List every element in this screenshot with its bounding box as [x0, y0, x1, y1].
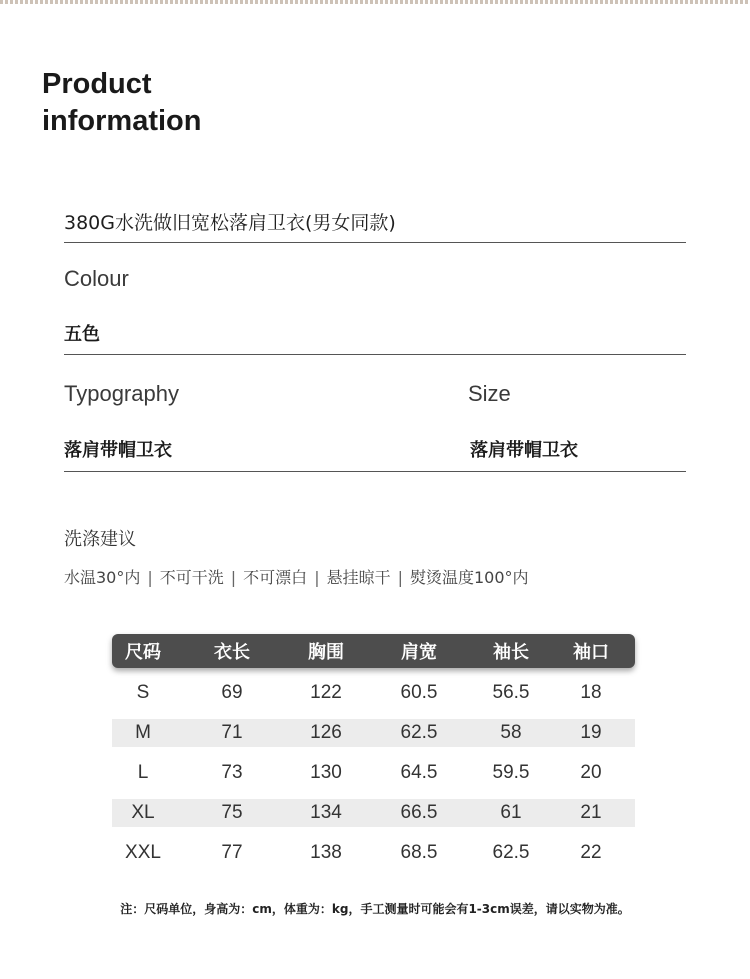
table-cell: 62.5: [400, 722, 438, 743]
header-cell-length: 衣长: [214, 642, 250, 663]
table-cell: 68.5: [400, 842, 438, 863]
wash-step: 熨烫温度100°内: [409, 568, 529, 587]
wash-step: 水温30°内: [64, 568, 141, 587]
typography-value: 落肩带帽卫衣: [64, 440, 172, 461]
table-cell: 20: [580, 762, 602, 783]
wash-title: 洗涤建议: [64, 529, 136, 550]
top-border: [0, 0, 750, 4]
divider: [64, 242, 686, 243]
separator: |: [147, 568, 153, 587]
table-cell: 56.5: [492, 682, 530, 703]
table-cell: 61: [500, 802, 522, 823]
colour-label: Colour: [64, 266, 129, 291]
header-cell-shoulder: 肩宽: [401, 642, 437, 663]
page-title: [42, 66, 342, 140]
table-cell: 62.5: [492, 842, 530, 863]
header-cell-cuff: 袖口: [573, 642, 609, 663]
table-cell: 59.5: [492, 762, 530, 783]
wash-instructions: [64, 565, 529, 588]
table-cell: 122: [310, 682, 342, 703]
size-label: Size: [468, 381, 511, 406]
separator: |: [397, 568, 403, 587]
typography-label: Typography: [64, 381, 179, 406]
table-cell: S: [136, 682, 150, 703]
title-line-1: Product: [42, 68, 152, 100]
header-cell-sleeve: 袖长: [493, 642, 529, 663]
wash-step: 悬挂晾干: [326, 568, 391, 587]
wash-step: 不可漂白: [243, 568, 308, 587]
table-cell: XXL: [125, 842, 161, 863]
measurement-note: 注：尺码单位，身高为：cm，体重为：kg，手工测量时可能会有1-3cm误差，请以实物为准。: [120, 902, 630, 916]
size-value: 落肩带帽卫衣: [470, 440, 578, 461]
table-cell: 69: [221, 682, 243, 703]
table-body: [112, 679, 635, 867]
table-cell: 138: [310, 842, 342, 863]
header-cell-chest: 胸围: [308, 642, 344, 663]
table-row: [112, 799, 635, 827]
table-cell: 77: [221, 842, 243, 863]
title-line-2: information: [42, 105, 202, 137]
table-cell: 64.5: [400, 762, 438, 783]
table-cell: 66.5: [400, 802, 438, 823]
table-cell: 60.5: [400, 682, 438, 703]
table-cell: 58: [500, 722, 522, 743]
table-header: [112, 634, 635, 668]
product-name: 380G水洗做旧宽松落肩卫衣(男女同款): [64, 212, 396, 234]
table-cell: 19: [580, 722, 602, 743]
table-row: [112, 719, 635, 747]
table-cell: 75: [221, 802, 243, 823]
table-cell: 71: [221, 722, 243, 743]
table-cell: XL: [131, 802, 155, 823]
divider: [64, 354, 686, 355]
separator: |: [230, 568, 237, 587]
wash-step: 不可干洗: [159, 568, 224, 587]
divider: [64, 471, 686, 472]
table-cell: 126: [310, 722, 342, 743]
size-table: [112, 634, 635, 879]
header-cell-size: 尺码: [125, 642, 161, 663]
separator: |: [314, 568, 320, 587]
table-cell: 22: [580, 842, 602, 863]
table-cell: 18: [580, 682, 602, 703]
table-row: [112, 839, 635, 867]
table-row: [112, 759, 635, 787]
colour-value: 五色: [64, 324, 100, 345]
table-cell: M: [135, 722, 151, 743]
table-cell: 134: [310, 802, 342, 823]
table-cell: 130: [310, 762, 342, 783]
table-cell: L: [137, 762, 149, 783]
table-row: [112, 679, 635, 707]
table-cell: 73: [221, 762, 243, 783]
table-cell: 21: [580, 802, 602, 823]
